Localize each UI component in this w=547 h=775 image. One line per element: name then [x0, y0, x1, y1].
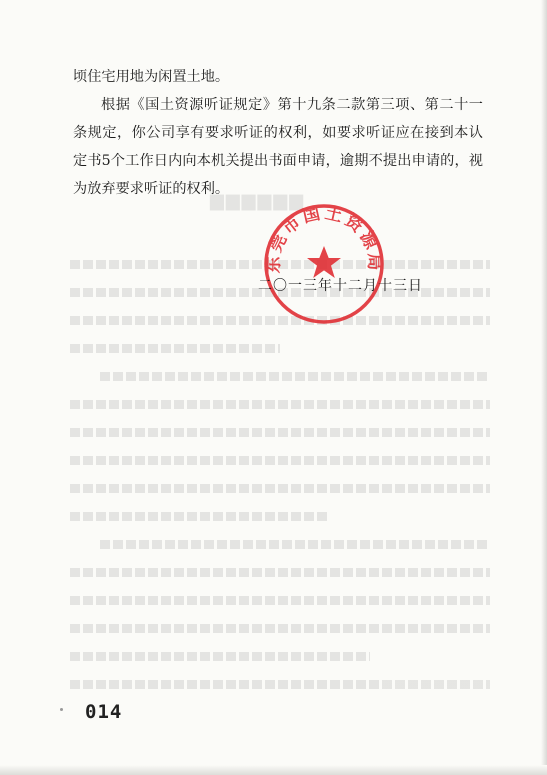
scan-shadow-right [541, 0, 547, 775]
issue-date: 二〇一三年十二月十三日 [258, 278, 423, 294]
bleed-line [70, 400, 490, 409]
page-number: 014 [85, 701, 123, 723]
official-seal [262, 202, 386, 326]
bleed-line [70, 680, 490, 689]
bleed-line [70, 652, 370, 661]
bleed-line [70, 512, 330, 521]
scan-shadow-bottom [0, 765, 547, 775]
seal-ring-text: 东莞市国土资源局 [263, 203, 385, 274]
bleed-through-title: ▆▆▆▆▆▆ [210, 190, 306, 211]
bleed-line [100, 540, 490, 549]
seal-star-icon [307, 246, 341, 278]
bleed-line [70, 568, 490, 577]
bleed-line [70, 624, 490, 633]
paragraph-continued: 顷住宅用地为闲置土地。 [73, 69, 230, 85]
bleed-line [70, 344, 280, 353]
scan-speck [60, 708, 63, 711]
seal-graphic [262, 202, 386, 326]
bleed-line [70, 428, 490, 437]
bleed-line [70, 456, 490, 465]
paragraph-hearing-rights: 根据《国土资源听证规定》第十九条二款第三项、第二十一条规定，你公司享有要求听证的权利，如要求听证应在接到本认定书5个工作日内向本机关提出书面申请，逾期不提出申请的，视为放弃要求听证的权利。 [73, 97, 483, 197]
bleed-line [70, 596, 490, 605]
bleed-line [70, 484, 490, 493]
bleed-line [100, 372, 490, 381]
